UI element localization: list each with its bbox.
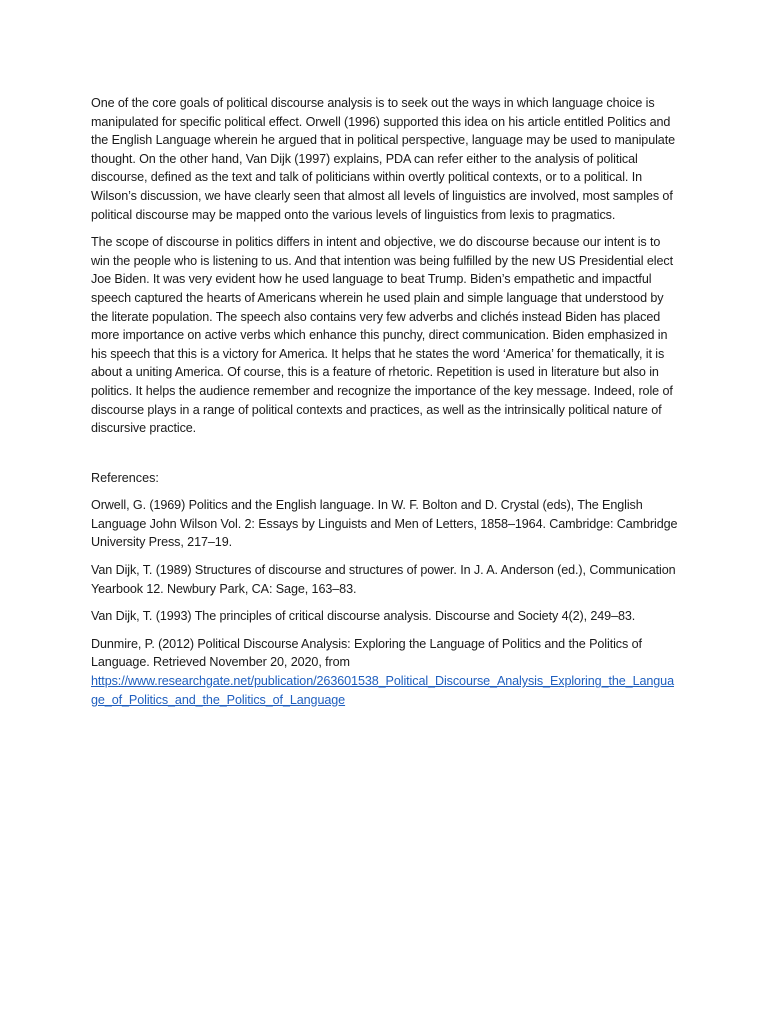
- document-page: [91, 94, 679, 718]
- reference-dunmire-text: Dunmire, P. (2012) Political Discourse Analysis: Exploring the Language of Politics and the Politics of Language. Retrieved November 20, 2020, from: [91, 636, 642, 670]
- reference-van-dijk-1989: Van Dijk, T. (1989) Structures of discourse and structures of power. In J. A. Anderson (ed.), Communication Yearbook 12. Newbury Park, CA: Sage, 163–83.: [91, 563, 676, 596]
- references-heading: References:: [91, 470, 159, 485]
- reference-orwell-1969: Orwell, G. (1969) Politics and the English language. In W. F. Bolton and D. Crystal (eds), The English Language John Wilson Vol. 2: Essays by Linguists and Men of Letters, 1858–1964. Cambridge: Cambridge University Press, 217–19.: [91, 498, 678, 550]
- body-paragraph-2: The scope of discourse in politics differs in intent and objective, we do discourse because our intent is to win the people who is listening to us. And that intention was being fulfilled by the new US Presidential elect Joe Biden. It was very evident how he used language to beat Trump. Biden’s empathetic and impactful speech captured the hearts of Americans wherein he used plain and simple language that understood by the literate population. The speech also contains very few adverbs and clichés instead Biden has placed more importance on active verbs which enhance this punchy, direct communication. Biden emphasized in his speech that this is a victory for America. It helps that he states the word ‘America’ for thematically, it is about a uniting America. Of course, this is a feature of rhetoric. Repetition is used in literature but also in politics. It helps the audience remember and recognize the importance of the key message. Indeed, role of discourse plays in a range of political contexts and practices, as well as the intrinsically political nature of discursive practice.: [91, 235, 673, 436]
- reference-dunmire-2012: [91, 635, 679, 709]
- body-paragraph-1: One of the core goals of political discourse analysis is to seek out the ways in which language choice is manipulated for specific political effect. Orwell (1996) supported this idea on his article entitled Politics and the English Language wherein he argued that in political perspective, language may be used to manipulate thought. On the other hand, Van Dijk (1997) explains, PDA can refer either to the analysis of political discourse, defined as the text and talk of politicians within overtly political contexts, or to a political. In Wilson’s discussion, we have clearly seen that almost all levels of linguistics are involved, most samples of political discourse may be mapped onto the various levels of linguistics from lexis to pragmatics.: [91, 96, 676, 222]
- reference-van-dijk-1993: Van Dijk, T. (1993) The principles of critical discourse analysis. Discourse and Society 4(2), 249–83.: [91, 609, 636, 624]
- reference-url-link[interactable]: https://www.researchgate.net/publication/263601538_Political_Discourse_Analysis_Exploring_the_Language_of_Politics_and_the_Politics_of_Language: [91, 674, 674, 707]
